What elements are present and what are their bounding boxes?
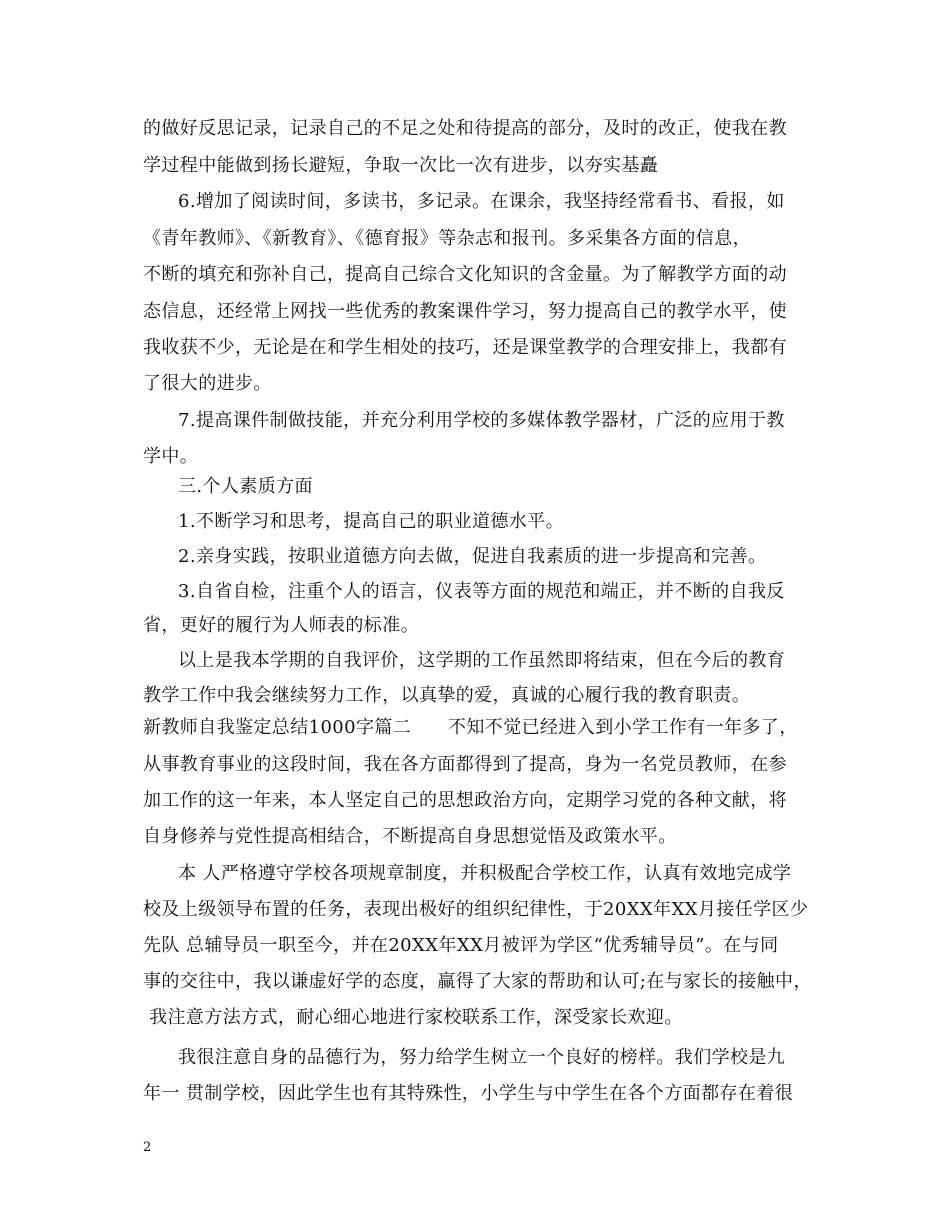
text-line: 省，更好的履行为人师表的标准。 — [143, 615, 419, 636]
text-line: 学中。 — [143, 446, 199, 467]
page-number: 2 — [143, 1140, 152, 1155]
text-line: 6.增加了阅读时间，多读书，多记录。在课余，我坚持经常看书、看报，如 — [178, 191, 785, 212]
text-line: 3.自省自检，注重个人的语言，仪表等方面的规范和端正，并不断的自我反 — [178, 581, 785, 602]
text-line: 的做好反思记录，记录自己的不足之处和待提高的部分，及时的改正，使我在教 — [143, 118, 787, 139]
text-line: 我注意方法方式，耐心细心地进行家校联系工作，深受家长欢迎。 — [143, 1007, 683, 1028]
text-line: 态信息，还经常上网找一些优秀的教案课件学习，努力提高自己的教学水平，使 — [143, 301, 787, 322]
text-line: 校及上级领导布置的任务，表现出极好的组织纪律性，于20XX年XX月接任学区少 — [143, 899, 809, 920]
text-line: 从事教育事业的这段时间，我在各方面都得到了提高，身为一名党员教师，在参 — [143, 754, 787, 775]
text-line: 不断的填充和弥补自己，提高自己综合文化知识的含金量。为了解教学方面的动 — [143, 264, 787, 285]
text-line: 2.亲身实践，按职业道德方向去做，促进自我素质的进一步提高和完善。 — [178, 546, 767, 567]
text-line: 《青年教师》、《新教育》、《德育报》等杂志和报刊。多采集各方面的信息， — [143, 228, 751, 249]
text-line: 教学工作中我会继续努力工作，以真挚的爱，真诚的心履行我的教育职责。 — [143, 685, 751, 706]
text-line: 以上是我本学期的自我评价，这学期的工作虽然即将结束，但在今后的教育 — [178, 650, 786, 671]
text-line: 本 人严格遵守学校各项规章制度，并积极配合学校工作，认真有效地完成学 — [178, 863, 792, 884]
subtitle-line: 新教师自我鉴定总结1000字篇二 不知不觉已经进入到小学工作有一年多了， — [143, 717, 798, 738]
text-line: 自身修养与党性提高相结合，不断提高自身思想觉悟及政策水平。 — [143, 826, 677, 847]
text-line: 了很大的进步。 — [143, 373, 272, 394]
text-line: 我很注意自身的品德行为，努力给学生树立一个良好的榜样。我们学校是九 — [178, 1047, 786, 1068]
text-line: 先队 总辅导员一职至今，并在20XX年XX月被评为学区“优秀辅导员”。在与同 — [143, 935, 779, 956]
section-heading: 三.个人素质方面 — [178, 476, 313, 497]
text-line: 学过程中能做到扬长避短，争取一次比一次有进步，以夯实基矗 — [143, 155, 659, 176]
text-line: 我收获不少，无论是在和学生相处的技巧，还是课堂教学的合理安排上，我都有 — [143, 337, 787, 358]
text-line: 年一 贯制学校，因此学生也有其特殊性，小学生与中学生在各个方面都存在着很 — [143, 1083, 794, 1104]
text-line: 7.提高课件制做技能，并充分利用学校的多媒体教学器材，广泛的应用于教 — [178, 410, 785, 431]
text-line: 1.不断学习和思考，提高自己的职业道德水平。 — [178, 511, 564, 532]
text-line: 事的交往中，我以谦虚好学的态度，赢得了大家的帮助和认可;在与家长的接触中， — [143, 971, 812, 992]
text-line: 加工作的这一年来，本人坚定自己的思想政治方向，定期学习党的各种文献，将 — [143, 790, 787, 811]
